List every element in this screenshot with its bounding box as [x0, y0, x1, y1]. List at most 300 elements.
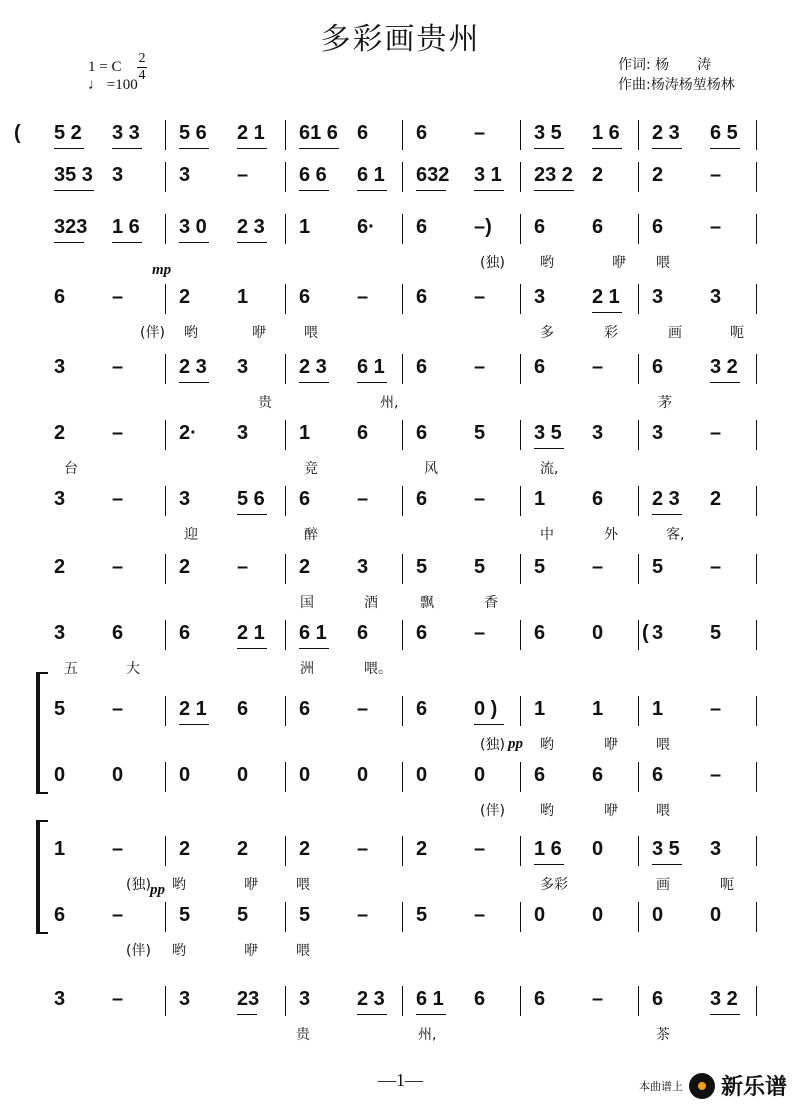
note: –	[357, 904, 369, 926]
note: 1	[299, 422, 311, 444]
note: 2	[299, 838, 311, 860]
beam-underline	[652, 864, 682, 865]
lyric: 咿	[604, 803, 618, 819]
barline	[520, 162, 521, 192]
note: 61 6	[299, 122, 338, 144]
barline	[165, 354, 166, 384]
note: 2	[652, 164, 664, 186]
lyric: 喂。	[364, 661, 392, 677]
note: –	[592, 556, 604, 578]
barline	[638, 836, 639, 866]
note: 0 )	[474, 698, 498, 720]
lyric: 咿	[244, 943, 258, 959]
note: 3	[179, 488, 191, 510]
system-bracket	[36, 672, 48, 794]
note: –	[357, 838, 369, 860]
note: 5	[534, 556, 546, 578]
note: 3	[710, 286, 722, 308]
score-row	[40, 760, 760, 794]
note: 6	[416, 286, 428, 308]
beam-underline	[237, 648, 267, 649]
note: 6	[416, 122, 428, 144]
note: 0	[534, 904, 546, 926]
note: 5	[179, 904, 191, 926]
note: 3 5	[534, 122, 562, 144]
barline	[285, 162, 286, 192]
note: –	[592, 988, 604, 1010]
beam-underline	[652, 514, 682, 515]
note: –	[474, 488, 486, 510]
beam-underline	[237, 1014, 257, 1015]
watermark	[639, 1070, 787, 1101]
watermark-brand: 新乐谱	[720, 1074, 787, 1099]
beam-underline	[592, 312, 622, 313]
barline	[285, 696, 286, 726]
barline	[520, 120, 521, 150]
note: 3	[237, 422, 249, 444]
note: 2 3	[652, 488, 680, 510]
beam-underline	[54, 148, 84, 149]
note: 6	[416, 698, 428, 720]
note: 6	[534, 622, 546, 644]
note: 3	[54, 488, 66, 510]
barline	[638, 486, 639, 516]
lyric: (伴)	[126, 943, 151, 959]
note: 6	[474, 988, 486, 1010]
note: 2	[710, 488, 722, 510]
barline	[165, 620, 166, 650]
barline	[285, 354, 286, 384]
barline	[520, 762, 521, 792]
note: 6	[416, 216, 428, 238]
lyric: 流,	[540, 461, 559, 477]
note: 2	[54, 422, 66, 444]
note: 1	[54, 838, 66, 860]
barline	[756, 836, 757, 866]
barline	[402, 554, 403, 584]
lyric: 咿	[252, 325, 266, 341]
note: 2 3	[237, 216, 265, 238]
barline	[520, 696, 521, 726]
note: 6	[54, 286, 66, 308]
barline	[165, 762, 166, 792]
lyric: 画	[656, 877, 670, 893]
note: 6 1	[299, 622, 327, 644]
beam-underline	[299, 648, 329, 649]
note: 5 2	[54, 122, 82, 144]
barline	[402, 902, 403, 932]
note: 3 1	[474, 164, 502, 186]
score-row	[40, 352, 760, 386]
barline	[520, 902, 521, 932]
note: –	[474, 622, 486, 644]
meter-top: 2	[138, 51, 146, 66]
note: 3	[179, 164, 191, 186]
lyric: 哟	[172, 943, 186, 959]
note: 3 3	[112, 122, 140, 144]
note: 3	[652, 622, 664, 644]
barline	[165, 486, 166, 516]
note: 2	[179, 286, 191, 308]
note: 6	[357, 622, 369, 644]
note: 2 1	[179, 698, 207, 720]
barline	[285, 214, 286, 244]
note: 3	[112, 164, 124, 186]
lyric: 喂	[656, 255, 670, 271]
note: 3 2	[710, 356, 738, 378]
note: 6 1	[357, 164, 385, 186]
note: –	[474, 122, 486, 144]
note: 6	[112, 622, 124, 644]
score-row	[40, 212, 760, 246]
barline	[756, 620, 757, 650]
note: –	[112, 286, 124, 308]
beam-underline	[299, 382, 329, 383]
barline	[638, 696, 639, 726]
lyric: 呃	[720, 877, 734, 893]
note: 6 5	[710, 122, 738, 144]
note: 5 6	[179, 122, 207, 144]
lyric: 哟	[540, 803, 554, 819]
barline	[520, 620, 521, 650]
barline	[165, 214, 166, 244]
note: –	[112, 488, 124, 510]
note: 5	[299, 904, 311, 926]
note: 2 3	[357, 988, 385, 1010]
lyric: (伴)	[480, 803, 505, 819]
note: –	[112, 838, 124, 860]
lyric: 五	[64, 661, 78, 677]
note: 6	[416, 356, 428, 378]
lyric: 香	[484, 595, 498, 611]
barline	[756, 214, 757, 244]
note: 3	[54, 356, 66, 378]
barline	[285, 120, 286, 150]
dynamic-marking: pp	[508, 736, 523, 752]
lyric: 醉	[304, 527, 318, 543]
lyric: 中	[540, 527, 554, 543]
note: 1	[592, 698, 604, 720]
note: 5	[710, 622, 722, 644]
note: 23 2	[534, 164, 573, 186]
lyric: 喂	[304, 325, 318, 341]
note: 23	[237, 988, 260, 1010]
barline	[285, 420, 286, 450]
note: –	[237, 164, 249, 186]
beam-underline	[534, 864, 564, 865]
barline	[520, 486, 521, 516]
note: –	[710, 556, 722, 578]
beam-underline	[237, 242, 267, 243]
barline	[756, 120, 757, 150]
lyric: 喂	[296, 943, 310, 959]
beam-underline	[357, 382, 387, 383]
note: 6	[534, 764, 546, 786]
note: 3 2	[710, 988, 738, 1010]
note: 0	[592, 622, 604, 644]
note: 3	[54, 988, 66, 1010]
note: –	[237, 556, 249, 578]
barline	[402, 762, 403, 792]
beam-underline	[710, 1014, 740, 1015]
note: 3 5	[534, 422, 562, 444]
note: –	[474, 838, 486, 860]
beam-underline	[652, 148, 682, 149]
beam-underline	[299, 190, 329, 191]
lyric: 咿	[244, 877, 258, 893]
note: 1	[299, 216, 311, 238]
note: 2 3	[179, 356, 207, 378]
note: 6 1	[416, 988, 444, 1010]
barline	[756, 162, 757, 192]
lyric: 哟	[540, 255, 554, 271]
beam-underline	[416, 1014, 446, 1015]
note: 6	[534, 356, 546, 378]
lyric: (独)	[480, 255, 505, 271]
lyric: 州,	[418, 1027, 437, 1043]
barline	[520, 836, 521, 866]
lyric: 洲	[300, 661, 314, 677]
barline	[285, 762, 286, 792]
score-row	[40, 418, 760, 452]
barline	[285, 986, 286, 1016]
note: 0	[710, 904, 722, 926]
system-bracket	[36, 820, 48, 934]
barline	[285, 620, 286, 650]
beam-underline	[179, 724, 209, 725]
note: –	[112, 556, 124, 578]
note: 2	[592, 164, 604, 186]
note: 6	[652, 764, 664, 786]
lyric: 客,	[666, 527, 685, 543]
lyric: 喂	[296, 877, 310, 893]
barline	[638, 420, 639, 450]
beam-underline	[179, 148, 209, 149]
barline	[165, 284, 166, 314]
note: –	[112, 988, 124, 1010]
note: 0	[357, 764, 369, 786]
barline	[402, 162, 403, 192]
note: 1	[237, 286, 249, 308]
note: 6	[416, 622, 428, 644]
note: 0	[179, 764, 191, 786]
note: 6	[357, 122, 369, 144]
barline	[285, 554, 286, 584]
note: 2	[237, 838, 249, 860]
beam-underline	[710, 382, 740, 383]
note: 6	[652, 356, 664, 378]
barline	[165, 902, 166, 932]
barline	[165, 836, 166, 866]
note: 2	[299, 556, 311, 578]
lyric: 喂	[656, 737, 670, 753]
lyric: 飘	[420, 595, 434, 611]
barline	[638, 354, 639, 384]
note: 0	[112, 764, 124, 786]
lyric: 外	[604, 527, 618, 543]
note: 5	[474, 422, 486, 444]
note: 1	[534, 488, 546, 510]
note: –)	[474, 216, 492, 238]
lyric: (伴)	[140, 325, 165, 341]
note: 6	[652, 216, 664, 238]
barline	[520, 420, 521, 450]
note: 2	[179, 556, 191, 578]
note: 6	[592, 216, 604, 238]
lyric: 哟	[172, 877, 186, 893]
note: 3	[652, 422, 664, 444]
open-paren: (	[14, 122, 21, 144]
lyric: (独)	[480, 737, 505, 753]
barline	[165, 420, 166, 450]
score-row	[40, 984, 760, 1018]
barline	[756, 554, 757, 584]
lyricist: 作词: 杨 涛	[618, 57, 712, 73]
barline	[520, 214, 521, 244]
key-signature: 1 = C	[88, 59, 122, 75]
score-row	[40, 484, 760, 518]
note: 0	[299, 764, 311, 786]
barline	[402, 486, 403, 516]
note: 6 6	[299, 164, 327, 186]
barline	[285, 902, 286, 932]
page-number: —1—	[378, 1070, 423, 1090]
barline	[756, 762, 757, 792]
note: –	[112, 422, 124, 444]
barline	[756, 420, 757, 450]
repeat-paren: (	[642, 622, 649, 644]
barline	[638, 284, 639, 314]
note: –	[112, 698, 124, 720]
barline	[402, 420, 403, 450]
barline	[638, 902, 639, 932]
note: –	[112, 356, 124, 378]
note: –	[357, 488, 369, 510]
score-row	[40, 618, 760, 652]
barline	[520, 354, 521, 384]
barline	[165, 120, 166, 150]
beam-underline	[54, 190, 94, 191]
note: –	[474, 904, 486, 926]
barline	[402, 620, 403, 650]
barline	[402, 120, 403, 150]
lyric: 哟	[540, 737, 554, 753]
lyric: 哟	[184, 325, 198, 341]
note: 2 3	[652, 122, 680, 144]
lyric: 画	[668, 325, 682, 341]
beam-underline	[112, 148, 142, 149]
barline	[402, 214, 403, 244]
beam-underline	[179, 382, 209, 383]
lyric: 竞	[304, 461, 318, 477]
note: 0	[652, 904, 664, 926]
note: 1 6	[592, 122, 620, 144]
dynamic-marking: mp	[152, 262, 172, 278]
barline	[285, 486, 286, 516]
lyric: 多彩	[540, 877, 568, 893]
barline	[520, 554, 521, 584]
score-row	[40, 694, 760, 728]
barline	[756, 284, 757, 314]
lyric: 酒	[364, 595, 378, 611]
barline	[165, 554, 166, 584]
lyric: 贵	[258, 395, 272, 411]
beam-underline	[299, 148, 339, 149]
lyric: 咿	[604, 737, 618, 753]
note: –	[357, 286, 369, 308]
meter-bottom: 4	[138, 68, 146, 83]
score-row	[14, 118, 760, 152]
note: 3	[652, 286, 664, 308]
note: –	[710, 422, 722, 444]
note: –	[592, 356, 604, 378]
note: 5	[652, 556, 664, 578]
score-row	[40, 834, 760, 868]
note: –	[710, 698, 722, 720]
note: 2	[416, 838, 428, 860]
note: 3	[357, 556, 369, 578]
note: 0	[592, 904, 604, 926]
barline	[638, 762, 639, 792]
barline	[520, 986, 521, 1016]
lyric: 茶	[656, 1027, 670, 1043]
note: 323	[54, 216, 88, 238]
note: 6 1	[357, 356, 385, 378]
score-title: 多彩画贵州	[320, 22, 481, 57]
lyric: 喂	[656, 803, 670, 819]
lyric: 台	[64, 461, 78, 477]
lyric: (独)	[126, 877, 151, 893]
note: 0	[416, 764, 428, 786]
note: 2 3	[299, 356, 327, 378]
note: 2 1	[237, 622, 265, 644]
barline	[638, 214, 639, 244]
key-tempo	[88, 58, 138, 94]
note: 3 5	[652, 838, 680, 860]
barline	[165, 162, 166, 192]
note: 3	[710, 838, 722, 860]
note: 6	[179, 622, 191, 644]
beam-underline	[474, 190, 504, 191]
barline	[402, 986, 403, 1016]
beam-underline	[112, 242, 142, 243]
note: 0	[54, 764, 66, 786]
note: 35 3	[54, 164, 93, 186]
note: 6	[237, 698, 249, 720]
barline	[756, 354, 757, 384]
credits	[618, 55, 735, 95]
tempo-marking: ♩ =100	[88, 77, 138, 93]
note: 6·	[357, 216, 375, 238]
score-row	[40, 900, 760, 934]
note: 1	[652, 698, 664, 720]
barline	[402, 836, 403, 866]
barline	[285, 284, 286, 314]
barline	[756, 486, 757, 516]
barline	[402, 354, 403, 384]
barline	[285, 836, 286, 866]
lyric: 贵	[296, 1027, 310, 1043]
barline	[756, 902, 757, 932]
beam-underline	[534, 148, 564, 149]
lyric: 国	[300, 595, 314, 611]
barline	[638, 162, 639, 192]
note: 5	[54, 698, 66, 720]
score-row	[40, 160, 760, 194]
barline	[638, 554, 639, 584]
note: 6	[416, 488, 428, 510]
lyric: 多	[540, 325, 554, 341]
